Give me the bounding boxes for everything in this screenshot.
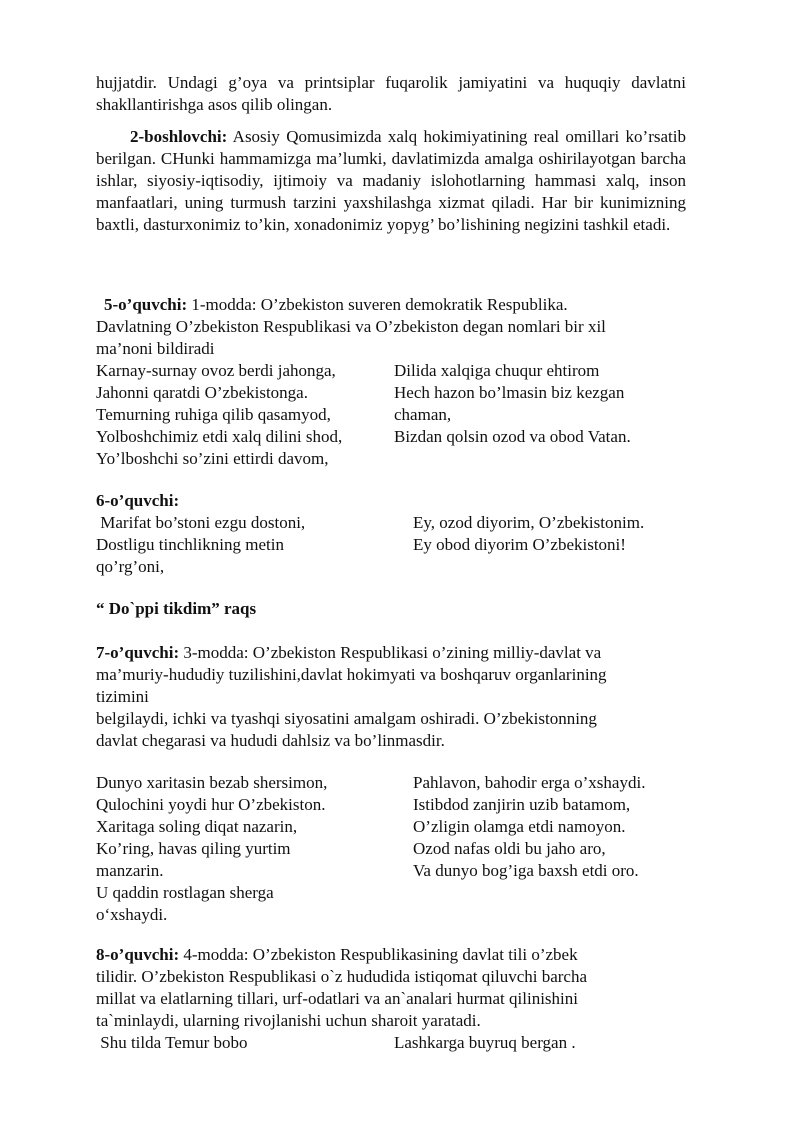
dance-title	[96, 598, 686, 620]
reader6-poem-right	[413, 512, 703, 556]
poem-line: Hech hazon bo’lmasin biz kezgan	[394, 383, 625, 402]
article-text: 3-modda: O’zbekiston Respublikasi o’zining milliy-davlat va	[179, 643, 602, 662]
poem-line: Dostligu tinchlikning metin	[96, 535, 284, 554]
poem-line: o‘xshaydi.	[96, 905, 168, 924]
poem-line: Dilida xalqiga chuqur ehtirom	[394, 361, 600, 380]
poem-line: Bizdan qolsin ozod va obod Vatan.	[394, 427, 631, 446]
intro-paragraph-1	[96, 72, 686, 116]
article-text: ma’muriy-hududiy tuzilishini,davlat hokimyati va boshqaruv organlarining	[96, 665, 607, 684]
poem-line: Shu tilda Temur bobo	[96, 1033, 248, 1052]
reader5-poem-right	[394, 360, 684, 448]
reader8-article	[96, 944, 686, 1032]
article-text: tilidir. O’zbekiston Respublikasi o`z hududida istiqomat qiluvchi barcha	[96, 967, 588, 986]
reader5-line-1	[104, 294, 694, 316]
dance-title-text: “ Do`ppi tikdim” raqs	[96, 599, 257, 618]
intro-paragraph-2-text	[96, 126, 686, 236]
poem-line: Marifat bo’stoni ezgu dostoni,	[96, 513, 306, 532]
poem-line: Pahlavon, bahodir erga o’xshaydi.	[413, 773, 646, 792]
poem-line: Xaritaga soling diqat nazarin,	[96, 817, 298, 836]
reader5-article	[104, 294, 694, 316]
speaker-label: 5-o’quvchi:	[104, 295, 188, 314]
poem-line: Ko’ring, havas qiling yurtim	[96, 839, 291, 858]
speaker-label: 6-o’quvchi:	[96, 491, 180, 510]
speaker-label: 7-o’quvchi:	[96, 643, 180, 662]
poem-line: manzarin.	[96, 861, 164, 880]
reader7-poem-left	[96, 772, 386, 926]
paragraph-text: Asosiy Qomusimizda xalq hokimiyatining real omillari ko’rsatib berilgan. CHunki hammamizga ma’lumki, davlatimizda amalga oshirilayotgan barcha ishlar, siyosiy-iqtisodiy, ijtimoiy va madaniy islohotlarning hammasi xalq, inson manfaatlari, uning turmush tarzini yaxshilashga xizmat qiladi. Har bir kunimizning baxtli, dasturxonimiz to’kin, xonadonimiz yopyg’ bo’lishining negizini tashkil etadi.	[96, 127, 686, 234]
reader8-line-1	[96, 944, 686, 966]
article-text: davlat chegarasi va hududi dahlsiz va bo’linmasdir.	[96, 731, 445, 750]
reader5-poem-left	[96, 360, 386, 470]
poem-line: Yo’lboshchi so’zini ettirdi davom,	[96, 449, 329, 468]
poem-line: Lashkarga buyruq bergan .	[394, 1033, 576, 1052]
reader5-article-cont	[96, 316, 686, 360]
article-text: millat va elatlarning tillari, urf-odatlari va an`analari hurmat qilinishini	[96, 989, 578, 1008]
poem-line: Ey obod diyorim O’zbekistoni!	[413, 535, 626, 554]
poem-line: U qaddin rostlagan sherga	[96, 883, 274, 902]
article-text: ma’noni bildiradi	[96, 339, 215, 358]
reader8-poem-right	[394, 1032, 684, 1054]
poem-line: Ey, ozod diyorim, O’zbekistonim.	[413, 513, 645, 532]
poem-line: Temurning ruhiga qilib qasamyod,	[96, 405, 331, 424]
intro-paragraph-1-text: hujjatdir. Undagi g’oya va printsiplar fuqarolik jamiyatini va huquqiy davlatni shakllantirishga asos qilib olingan.	[96, 73, 686, 114]
article-text: 1-modda: O’zbekiston suveren demokratik Respublika.	[187, 295, 568, 314]
article-text: belgilaydi, ichki va tyashqi siyosatini amalgam oshiradi. O’zbekistonning	[96, 709, 597, 728]
article-text: tizimini	[96, 687, 149, 706]
reader8-poem-left	[96, 1032, 386, 1054]
poem-line: Va dunyo bog’iga baxsh etdi oro.	[413, 861, 639, 880]
article-text: 4-modda: O’zbekiston Respublikasining davlat tili o’zbek	[179, 945, 578, 964]
article-text: ta`minlaydi, ularning rivojlanishi uchun sharoit yaratadi.	[96, 1011, 481, 1030]
speaker-label: 8-o’quvchi:	[96, 945, 180, 964]
speaker-label: 2-boshlovchi:	[130, 127, 228, 146]
poem-line: Ozod nafas oldi bu jaho aro,	[413, 839, 606, 858]
poem-line: qo’rg’oni,	[96, 557, 165, 576]
poem-line: Dunyo xaritasin bezab shersimon,	[96, 773, 328, 792]
poem-line: chaman,	[394, 405, 452, 424]
poem-line: Yolboshchimiz etdi xalq dilini shod,	[96, 427, 343, 446]
reader7-poem-right	[413, 772, 703, 882]
poem-line: Qulochini yoydi hur O’zbekiston.	[96, 795, 326, 814]
intro-paragraph-2	[96, 126, 686, 236]
poem-line: Karnay-surnay ovoz berdi jahonga,	[96, 361, 336, 380]
reader6-poem-left	[96, 512, 386, 578]
poem-line: Jahonni qaratdi O’zbekistonga.	[96, 383, 308, 402]
article-text: Davlatning O’zbekiston Respublikasi va O’zbekiston degan nomlari bir xil	[96, 317, 606, 336]
reader7-article	[96, 642, 686, 752]
reader7-line-1	[96, 642, 686, 664]
reader6-heading	[96, 490, 686, 512]
poem-line: O’zligin olamga etdi namoyon.	[413, 817, 626, 836]
poem-line: Istibdod zanjirin uzib batamom,	[413, 795, 631, 814]
